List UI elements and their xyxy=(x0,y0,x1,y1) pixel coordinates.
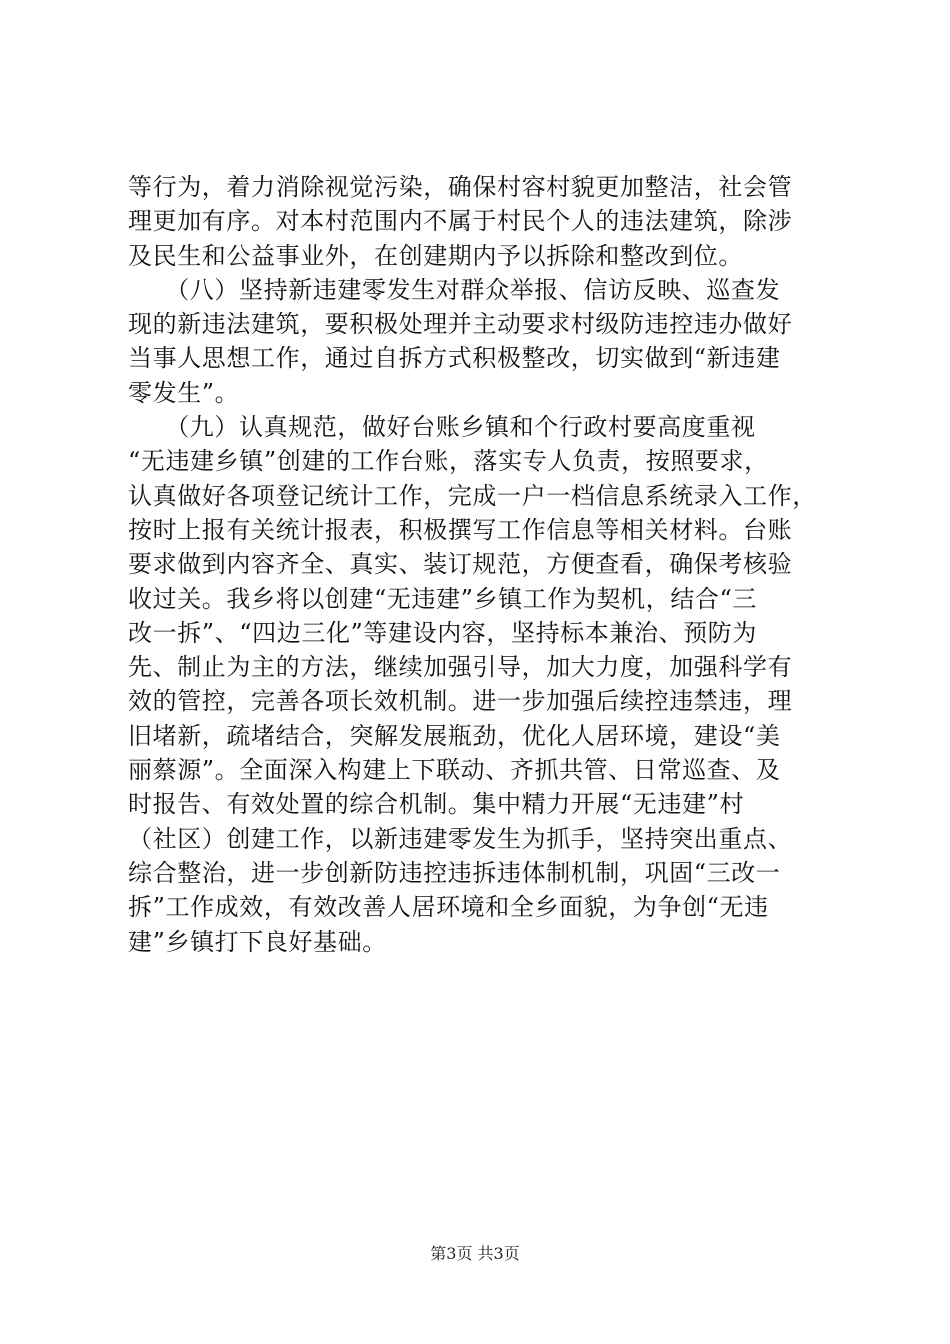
text-line: 旧堵新，疏堵结合，突解发展瓶劲，优化人居环境，建设“美 xyxy=(128,721,781,750)
page-number-footer: 第3页 共3页 xyxy=(430,1244,520,1263)
text-line: 改一拆”、“四边三化”等建设内容，坚持标本兼治、预防为 xyxy=(128,618,758,647)
text-line: 认真做好各项登记统计工作，完成一户一档信息系统录入工作， xyxy=(128,481,817,510)
text-line: 要求做到内容齐全、真实、装订规范，方便查看，确保考核验 xyxy=(128,550,793,579)
text-line: 综合整治，进一步创新防违控违拆违体制机制，巩固“三改一 xyxy=(128,858,781,887)
text-line: 等行为，着力消除视觉污染，确保村容村貌更加整洁，社会管 xyxy=(128,173,793,201)
text-line: 理更加有序。对本村范围内不属于村民个人的违法建筑，除涉 xyxy=(128,207,793,236)
text-line: 现的新违法建筑，要积极处理并主动要求村级防违控违办做好 xyxy=(128,310,793,339)
body-text xyxy=(128,170,838,959)
text-line: （九）认真规范，做好台账乡镇和个行政村要高度重视 xyxy=(128,413,756,442)
text-line: 先、制止为主的方法，继续加强引导，加大力度，加强科学有 xyxy=(128,653,793,682)
text-line: 丽蔡源”。全面深入构建上下联动、齐抓共管、日常巡查、及 xyxy=(128,756,781,785)
text-line: 收过关。我乡将以创建“无违建”乡镇工作为契机，结合“三 xyxy=(128,584,758,613)
text-line: 当事人思想工作，通过自拆方式积极整改，切实做到“新违建 xyxy=(128,344,781,373)
text-line: 效的管控，完善各项长效机制。进一步加强后续控违禁违，理 xyxy=(128,687,793,716)
text-line: 建”乡镇打下良好基础。 xyxy=(128,927,387,956)
text-line: 拆”工作成效，有效改善人居环境和全乡面貌，为争创“无违 xyxy=(128,893,769,922)
text-line: 及民生和公益事业外，在创建期内予以拆除和整改到位。 xyxy=(128,241,743,270)
text-line: （八）坚持新违建零发生对群众举报、信访反映、巡查发 xyxy=(128,275,781,304)
text-line: （社区）创建工作，以新违建零发生为抓手，坚持突出重点、 xyxy=(128,824,793,853)
text-line: 按时上报有关统计报表，积极撰写工作信息等相关材料。台账 xyxy=(128,515,793,544)
text-line: “无违建乡镇”创建的工作台账，落实专人负责，按照要求， xyxy=(128,447,769,476)
text-line: 零发生”。 xyxy=(128,378,240,407)
text-line: 时报告、有效处置的综合机制。集中精力开展“无违建”村 xyxy=(128,790,745,819)
